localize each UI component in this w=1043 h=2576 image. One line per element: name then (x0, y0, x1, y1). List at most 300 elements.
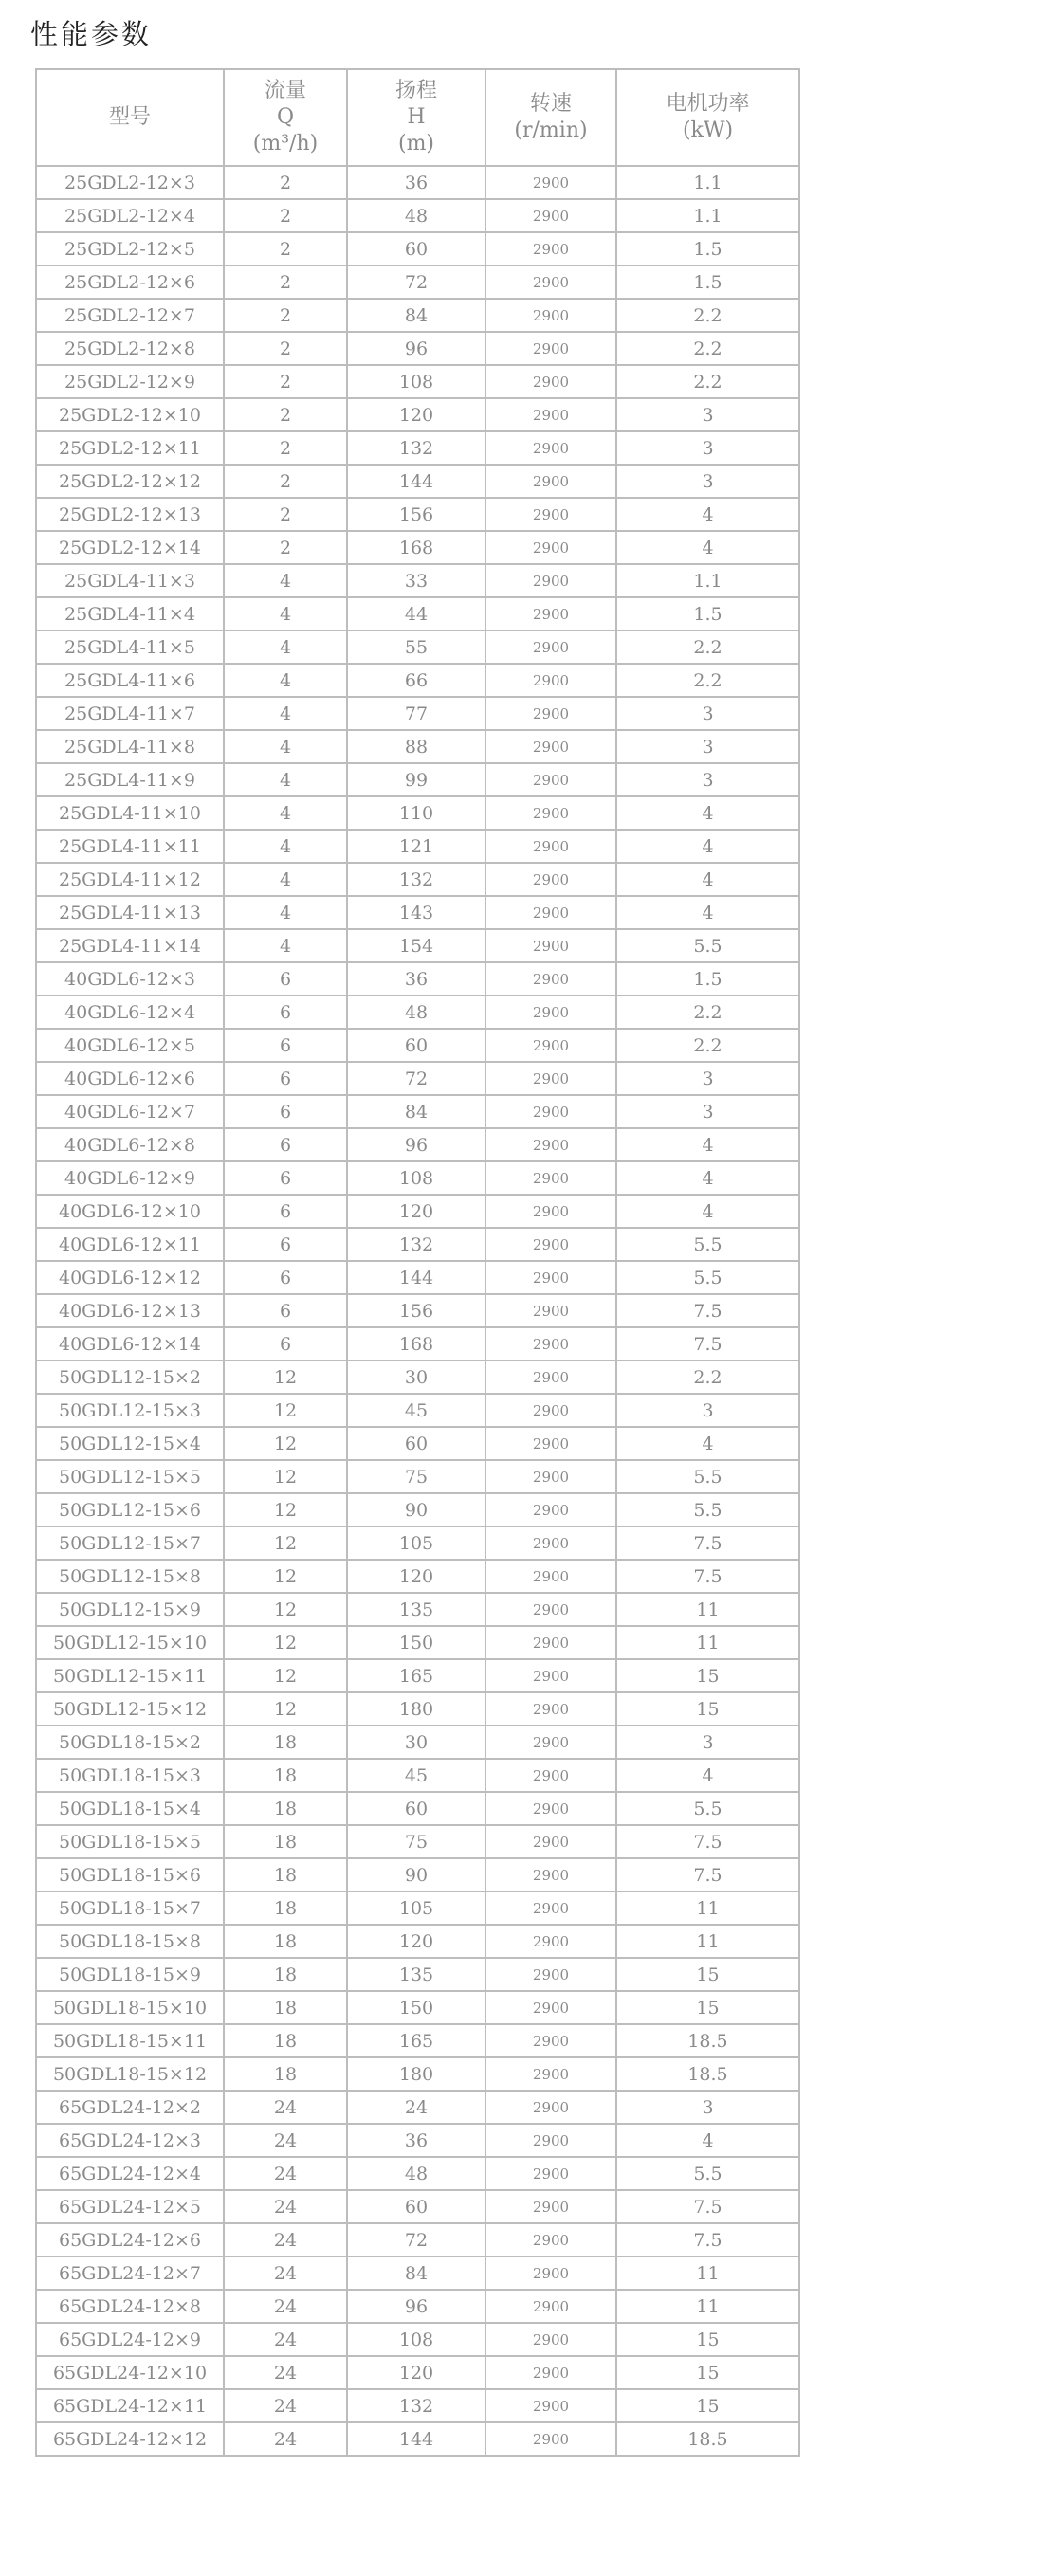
head-cell: 120 (347, 1195, 485, 1228)
table-row (36, 2256, 799, 2290)
power-cell: 3 (616, 1726, 799, 1759)
head-cell: 33 (347, 564, 485, 597)
power-cell: 2.2 (616, 1361, 799, 1394)
table-row (36, 299, 799, 332)
speed-cell: 2900 (485, 332, 616, 365)
model-cell: 50GDL18-15×12 (36, 2057, 224, 2091)
head-cell: 55 (347, 630, 485, 664)
power-cell: 4 (616, 896, 799, 929)
power-cell: 4 (616, 531, 799, 564)
head-cell: 120 (347, 2356, 485, 2389)
head-cell: 99 (347, 763, 485, 796)
table-row (36, 232, 799, 265)
table-row (36, 1460, 799, 1493)
header-flow-symbol: Q (276, 105, 295, 129)
header-speed (485, 69, 616, 166)
table-row (36, 1195, 799, 1228)
model-cell: 50GDL12-15×6 (36, 1493, 224, 1526)
model-cell: 25GDL4-11×8 (36, 730, 224, 763)
flow-cell: 24 (224, 2290, 347, 2323)
head-cell: 60 (347, 1792, 485, 1825)
head-cell: 72 (347, 1062, 485, 1095)
table-row (36, 929, 799, 962)
power-cell: 15 (616, 2356, 799, 2389)
speed-cell: 2900 (485, 1460, 616, 1493)
table-row (36, 498, 799, 531)
flow-cell: 4 (224, 929, 347, 962)
head-cell: 105 (347, 1526, 485, 1560)
flow-cell: 4 (224, 796, 347, 830)
model-cell: 50GDL18-15×10 (36, 1991, 224, 2024)
head-cell: 72 (347, 265, 485, 299)
power-cell: 15 (616, 1692, 799, 1726)
model-cell: 40GDL6-12×14 (36, 1327, 224, 1361)
model-cell: 65GDL24-12×2 (36, 2091, 224, 2124)
power-cell: 7.5 (616, 1327, 799, 1361)
table-row (36, 1891, 799, 1925)
speed-cell: 2900 (485, 1891, 616, 1925)
header-flow-unit: (m³/h) (252, 132, 319, 155)
flow-cell: 24 (224, 2157, 347, 2190)
power-cell: 15 (616, 1991, 799, 2024)
model-cell: 65GDL24-12×7 (36, 2256, 224, 2290)
head-cell: 165 (347, 1659, 485, 1692)
table-row (36, 2024, 799, 2057)
head-cell: 121 (347, 830, 485, 863)
model-cell: 25GDL4-11×9 (36, 763, 224, 796)
speed-cell: 2900 (485, 2057, 616, 2091)
speed-cell: 2900 (485, 2422, 616, 2456)
flow-cell: 18 (224, 1991, 347, 2024)
model-cell: 40GDL6-12×8 (36, 1128, 224, 1161)
table-row (36, 1062, 799, 1095)
power-cell: 5.5 (616, 1228, 799, 1261)
model-cell: 25GDL2-12×13 (36, 498, 224, 531)
flow-cell: 24 (224, 2389, 347, 2422)
speed-cell: 2900 (485, 1228, 616, 1261)
model-cell: 40GDL6-12×5 (36, 1029, 224, 1062)
head-cell: 90 (347, 1858, 485, 1891)
head-cell: 144 (347, 465, 485, 498)
table-row (36, 597, 799, 630)
power-cell: 18.5 (616, 2422, 799, 2456)
model-cell: 25GDL2-12×14 (36, 531, 224, 564)
power-cell: 7.5 (616, 1560, 799, 1593)
speed-cell: 2900 (485, 1626, 616, 1659)
flow-cell: 2 (224, 332, 347, 365)
speed-cell: 2900 (485, 1958, 616, 1991)
head-cell: 132 (347, 1228, 485, 1261)
head-cell: 48 (347, 199, 485, 232)
flow-cell: 18 (224, 1891, 347, 1925)
head-cell: 48 (347, 996, 485, 1029)
speed-cell: 2900 (485, 1560, 616, 1593)
head-cell: 110 (347, 796, 485, 830)
power-cell: 4 (616, 1161, 799, 1195)
head-cell: 132 (347, 863, 485, 896)
model-cell: 50GDL12-15×3 (36, 1394, 224, 1427)
table-row (36, 2223, 799, 2256)
flow-cell: 12 (224, 1526, 347, 1560)
head-cell: 84 (347, 299, 485, 332)
table-row (36, 2190, 799, 2223)
flow-cell: 24 (224, 2124, 347, 2157)
head-cell: 105 (347, 1891, 485, 1925)
speed-cell: 2900 (485, 1095, 616, 1128)
table-row (36, 830, 799, 863)
flow-cell: 2 (224, 299, 347, 332)
power-cell: 18.5 (616, 2024, 799, 2057)
speed-cell: 2900 (485, 2323, 616, 2356)
head-cell: 156 (347, 1294, 485, 1327)
model-cell: 65GDL24-12×4 (36, 2157, 224, 2190)
flow-cell: 4 (224, 630, 347, 664)
table-row (36, 1626, 799, 1659)
speed-cell: 2900 (485, 2290, 616, 2323)
head-cell: 143 (347, 896, 485, 929)
flow-cell: 4 (224, 664, 347, 697)
flow-cell: 2 (224, 498, 347, 531)
model-cell: 40GDL6-12×6 (36, 1062, 224, 1095)
model-cell: 25GDL4-11×11 (36, 830, 224, 863)
speed-cell: 2900 (485, 2389, 616, 2422)
model-cell: 50GDL12-15×4 (36, 1427, 224, 1460)
table-row (36, 1659, 799, 1692)
power-cell: 11 (616, 1593, 799, 1626)
table-row (36, 1726, 799, 1759)
speed-cell: 2900 (485, 1991, 616, 2024)
table-row (36, 2157, 799, 2190)
table-row (36, 1858, 799, 1891)
model-cell: 25GDL4-11×13 (36, 896, 224, 929)
head-cell: 75 (347, 1460, 485, 1493)
model-cell: 50GDL18-15×2 (36, 1726, 224, 1759)
flow-cell: 12 (224, 1626, 347, 1659)
model-cell: 25GDL2-12×4 (36, 199, 224, 232)
power-cell: 3 (616, 697, 799, 730)
model-cell: 50GDL18-15×9 (36, 1958, 224, 1991)
power-cell: 4 (616, 863, 799, 896)
model-cell: 65GDL24-12×6 (36, 2223, 224, 2256)
flow-cell: 4 (224, 896, 347, 929)
table-row (36, 1427, 799, 1460)
power-cell: 5.5 (616, 2157, 799, 2190)
header-head-unit: (m) (397, 132, 435, 155)
head-cell: 30 (347, 1361, 485, 1394)
speed-cell: 2900 (485, 265, 616, 299)
power-cell: 3 (616, 1394, 799, 1427)
power-cell: 4 (616, 1128, 799, 1161)
model-cell: 40GDL6-12×7 (36, 1095, 224, 1128)
model-cell: 65GDL24-12×5 (36, 2190, 224, 2223)
head-cell: 45 (347, 1394, 485, 1427)
power-cell: 2.2 (616, 664, 799, 697)
table-row (36, 465, 799, 498)
table-row (36, 1095, 799, 1128)
power-cell: 3 (616, 465, 799, 498)
head-cell: 108 (347, 2323, 485, 2356)
flow-cell: 2 (224, 431, 347, 465)
model-cell: 25GDL4-11×4 (36, 597, 224, 630)
head-cell: 180 (347, 2057, 485, 2091)
flow-cell: 12 (224, 1593, 347, 1626)
head-cell: 132 (347, 431, 485, 465)
head-cell: 90 (347, 1493, 485, 1526)
flow-cell: 24 (224, 2190, 347, 2223)
head-cell: 108 (347, 1161, 485, 1195)
flow-cell: 6 (224, 1327, 347, 1361)
head-cell: 154 (347, 929, 485, 962)
head-cell: 150 (347, 1991, 485, 2024)
power-cell: 5.5 (616, 929, 799, 962)
speed-cell: 2900 (485, 763, 616, 796)
power-cell: 5.5 (616, 1460, 799, 1493)
flow-cell: 18 (224, 2024, 347, 2057)
flow-cell: 18 (224, 1958, 347, 1991)
power-cell: 2.2 (616, 332, 799, 365)
head-cell: 165 (347, 2024, 485, 2057)
model-cell: 25GDL4-11×10 (36, 796, 224, 830)
flow-cell: 4 (224, 564, 347, 597)
table-row (36, 1925, 799, 1958)
table-header (36, 69, 799, 166)
head-cell: 180 (347, 1692, 485, 1726)
model-cell: 25GDL4-11×14 (36, 929, 224, 962)
power-cell: 3 (616, 730, 799, 763)
flow-cell: 18 (224, 1759, 347, 1792)
speed-cell: 2900 (485, 1128, 616, 1161)
header-model (36, 69, 224, 166)
page-title: 性能参数 (30, 18, 153, 50)
table-row (36, 863, 799, 896)
power-cell: 7.5 (616, 2223, 799, 2256)
power-cell: 3 (616, 398, 799, 431)
table-row (36, 896, 799, 929)
table-row (36, 1361, 799, 1394)
head-cell: 88 (347, 730, 485, 763)
head-cell: 45 (347, 1759, 485, 1792)
head-cell: 156 (347, 498, 485, 531)
model-cell: 50GDL18-15×11 (36, 2024, 224, 2057)
flow-cell: 12 (224, 1427, 347, 1460)
flow-cell: 18 (224, 2057, 347, 2091)
model-cell: 25GDL2-12×8 (36, 332, 224, 365)
model-cell: 50GDL12-15×9 (36, 1593, 224, 1626)
flow-cell: 6 (224, 1294, 347, 1327)
flow-cell: 4 (224, 863, 347, 896)
flow-cell: 24 (224, 2422, 347, 2456)
head-cell: 96 (347, 332, 485, 365)
speed-cell: 2900 (485, 2124, 616, 2157)
header-head-symbol: H (407, 105, 426, 129)
power-cell: 7.5 (616, 1825, 799, 1858)
head-cell: 96 (347, 1128, 485, 1161)
head-cell: 168 (347, 531, 485, 564)
power-cell: 7.5 (616, 2190, 799, 2223)
model-cell: 40GDL6-12×13 (36, 1294, 224, 1327)
power-cell: 4 (616, 498, 799, 531)
speed-cell: 2900 (485, 730, 616, 763)
speed-cell: 2900 (485, 2223, 616, 2256)
head-cell: 36 (347, 2124, 485, 2157)
speed-cell: 2900 (485, 531, 616, 564)
head-cell: 120 (347, 1925, 485, 1958)
flow-cell: 2 (224, 232, 347, 265)
head-cell: 30 (347, 1726, 485, 1759)
power-cell: 11 (616, 1925, 799, 1958)
speed-cell: 2900 (485, 2356, 616, 2389)
model-cell: 50GDL18-15×7 (36, 1891, 224, 1925)
power-cell: 1.1 (616, 564, 799, 597)
table-row (36, 796, 799, 830)
power-cell: 1.5 (616, 597, 799, 630)
speed-cell: 2900 (485, 498, 616, 531)
power-cell: 7.5 (616, 1526, 799, 1560)
power-cell: 15 (616, 1958, 799, 1991)
power-cell: 1.5 (616, 265, 799, 299)
head-cell: 135 (347, 1593, 485, 1626)
table-row (36, 1560, 799, 1593)
speed-cell: 2900 (485, 564, 616, 597)
table-row (36, 531, 799, 564)
head-cell: 144 (347, 1261, 485, 1294)
table-row (36, 1958, 799, 1991)
model-cell: 40GDL6-12×10 (36, 1195, 224, 1228)
table-row (36, 398, 799, 431)
flow-cell: 2 (224, 166, 347, 199)
speed-cell: 2900 (485, 1792, 616, 1825)
table-row (36, 1327, 799, 1361)
power-cell: 5.5 (616, 1493, 799, 1526)
power-cell: 11 (616, 2256, 799, 2290)
power-cell: 15 (616, 2323, 799, 2356)
model-cell: 40GDL6-12×12 (36, 1261, 224, 1294)
speed-cell: 2900 (485, 996, 616, 1029)
speed-cell: 2900 (485, 299, 616, 332)
speed-cell: 2900 (485, 630, 616, 664)
head-cell: 132 (347, 2389, 485, 2422)
flow-cell: 6 (224, 1128, 347, 1161)
speed-cell: 2900 (485, 2157, 616, 2190)
speed-cell: 2900 (485, 896, 616, 929)
flow-cell: 18 (224, 1792, 347, 1825)
head-cell: 60 (347, 1029, 485, 1062)
speed-cell: 2900 (485, 1493, 616, 1526)
model-cell: 40GDL6-12×3 (36, 962, 224, 996)
flow-cell: 2 (224, 398, 347, 431)
flow-cell: 4 (224, 730, 347, 763)
speed-cell: 2900 (485, 1726, 616, 1759)
speed-cell: 2900 (485, 2024, 616, 2057)
power-cell: 3 (616, 1062, 799, 1095)
flow-cell: 12 (224, 1692, 347, 1726)
head-cell: 44 (347, 597, 485, 630)
header-head-label: 扬程 (394, 79, 437, 102)
speed-cell: 2900 (485, 796, 616, 830)
head-cell: 84 (347, 2256, 485, 2290)
head-cell: 72 (347, 2223, 485, 2256)
flow-cell: 6 (224, 962, 347, 996)
table-row (36, 664, 799, 697)
model-cell: 50GDL12-15×5 (36, 1460, 224, 1493)
head-cell: 24 (347, 2091, 485, 2124)
model-cell: 50GDL18-15×3 (36, 1759, 224, 1792)
header-speed-label: 转速 (529, 92, 572, 116)
speed-cell: 2900 (485, 1593, 616, 1626)
table-row (36, 265, 799, 299)
model-cell: 50GDL12-15×7 (36, 1526, 224, 1560)
head-cell: 168 (347, 1327, 485, 1361)
table-row (36, 1792, 799, 1825)
power-cell: 4 (616, 1195, 799, 1228)
table-row (36, 1493, 799, 1526)
power-cell: 15 (616, 1659, 799, 1692)
flow-cell: 12 (224, 1361, 347, 1394)
model-cell: 25GDL2-12×7 (36, 299, 224, 332)
table-row (36, 2422, 799, 2456)
model-cell: 40GDL6-12×9 (36, 1161, 224, 1195)
model-cell: 50GDL18-15×8 (36, 1925, 224, 1958)
speed-cell: 2900 (485, 929, 616, 962)
table-row (36, 431, 799, 465)
power-cell: 2.2 (616, 299, 799, 332)
model-cell: 25GDL2-12×9 (36, 365, 224, 398)
flow-cell: 24 (224, 2323, 347, 2356)
table-row (36, 1991, 799, 2024)
table-row (36, 2389, 799, 2422)
model-cell: 50GDL12-15×11 (36, 1659, 224, 1692)
table-row (36, 1759, 799, 1792)
flow-cell: 6 (224, 1095, 347, 1128)
model-cell: 25GDL4-11×3 (36, 564, 224, 597)
model-cell: 25GDL4-11×12 (36, 863, 224, 896)
model-cell: 25GDL2-12×3 (36, 166, 224, 199)
speed-cell: 2900 (485, 1659, 616, 1692)
speed-cell: 2900 (485, 830, 616, 863)
model-cell: 25GDL4-11×7 (36, 697, 224, 730)
power-cell: 4 (616, 1759, 799, 1792)
speed-cell: 2900 (485, 597, 616, 630)
speed-cell: 2900 (485, 1327, 616, 1361)
flow-cell: 12 (224, 1394, 347, 1427)
power-cell: 11 (616, 2290, 799, 2323)
head-cell: 36 (347, 166, 485, 199)
table-row (36, 2356, 799, 2389)
head-cell: 60 (347, 232, 485, 265)
head-cell: 96 (347, 2290, 485, 2323)
header-flow (224, 69, 347, 166)
table-row (36, 2091, 799, 2124)
power-cell: 1.5 (616, 962, 799, 996)
table-row (36, 199, 799, 232)
flow-cell: 6 (224, 1062, 347, 1095)
table-row (36, 564, 799, 597)
speed-cell: 2900 (485, 962, 616, 996)
head-cell: 36 (347, 962, 485, 996)
table-row (36, 2057, 799, 2091)
model-cell: 25GDL4-11×5 (36, 630, 224, 664)
power-cell: 3 (616, 431, 799, 465)
head-cell: 60 (347, 1427, 485, 1460)
power-cell: 2.2 (616, 365, 799, 398)
model-cell: 50GDL12-15×2 (36, 1361, 224, 1394)
speed-cell: 2900 (485, 1925, 616, 1958)
speed-cell: 2900 (485, 1195, 616, 1228)
speed-cell: 2900 (485, 1394, 616, 1427)
flow-cell: 2 (224, 365, 347, 398)
speed-cell: 2900 (485, 1526, 616, 1560)
table-row (36, 332, 799, 365)
